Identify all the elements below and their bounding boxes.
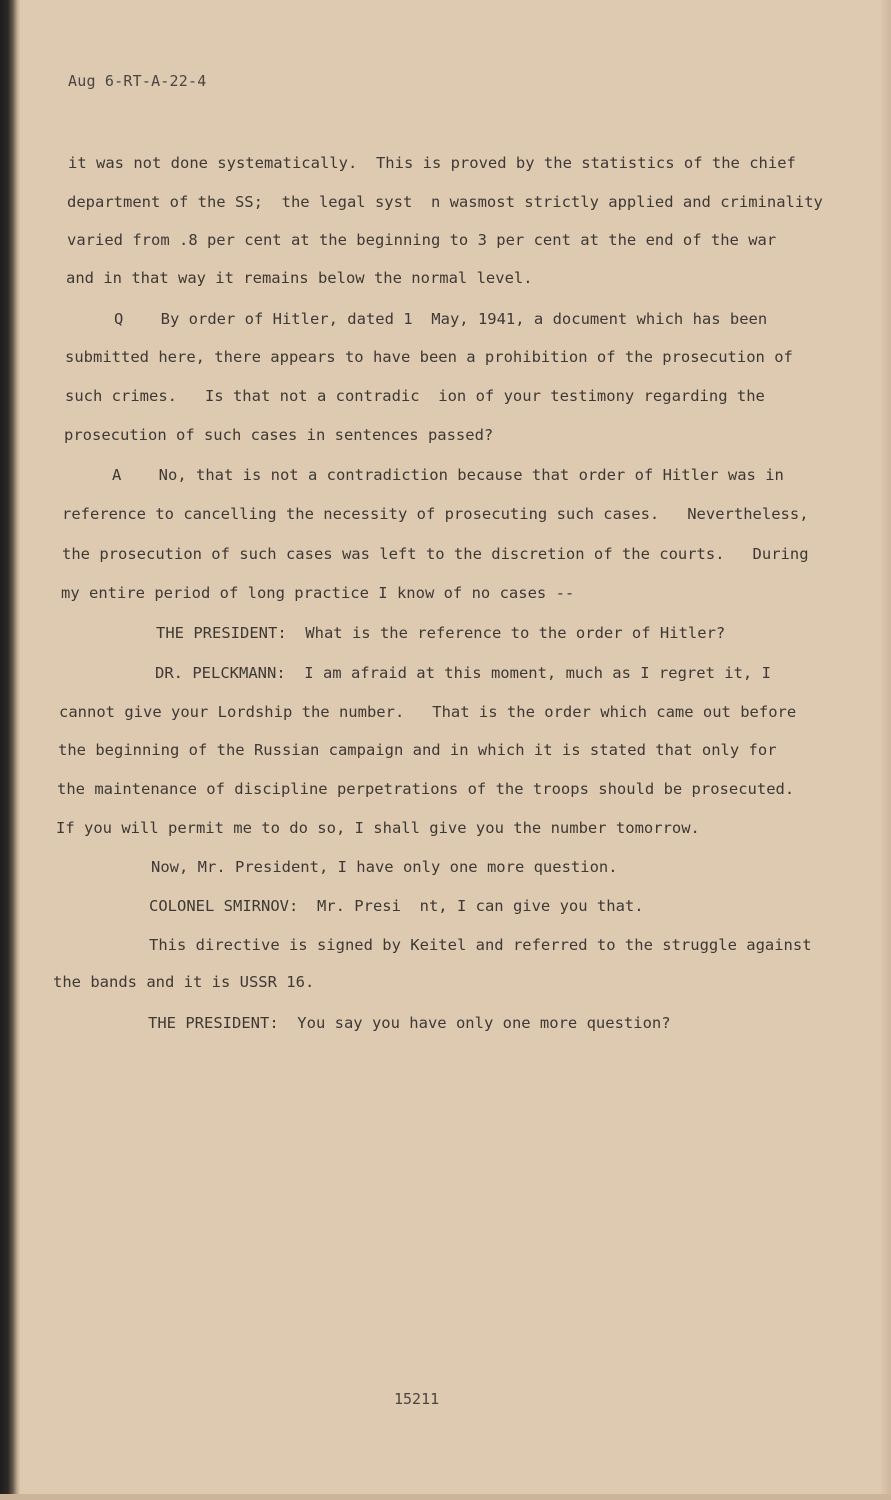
text-line: my entire period of long practice I know of no cases -- (61, 584, 575, 602)
text-line: prosecution of such cases in sentences passed? (64, 426, 494, 444)
text-line: This directive is signed by Keitel and referred to the struggle against (149, 936, 812, 954)
text-line: Now, Mr. President, I have only one more question. (151, 858, 618, 876)
text-line: the prosecution of such cases was left to the discretion of the courts. During (62, 545, 809, 563)
document-header: Aug 6-RT-A-22-4 (68, 72, 207, 90)
speaker-line: THE PRESIDENT: You say you have only one more question? (148, 1014, 671, 1032)
text-line: and in that way it remains below the normal level. (66, 269, 533, 287)
text-line: such crimes. Is that not a contradic ion of your testimony regarding the (65, 387, 765, 405)
text-line: cannot give your Lordship the number. That is the order which came out before (59, 703, 797, 721)
right-margin-shadow (881, 0, 891, 1500)
text-line: it was not done systematically. This is proved by the statistics of the chief (68, 154, 796, 172)
text-line: A No, that is not a contradiction because that order of Hitler was in (112, 466, 784, 484)
page-number: 15211 (394, 1390, 440, 1408)
text-line: the bands and it is USSR 16. (53, 973, 315, 991)
text-line: Q By order of Hitler, dated 1 May, 1941, a document which has been (114, 310, 768, 328)
bottom-margin-shadow (0, 1494, 891, 1500)
text-line: varied from .8 per cent at the beginning to 3 per cent at the end of the war (67, 231, 777, 249)
text-line: department of the SS; the legal syst n wasmost strictly applied and criminality (67, 193, 823, 211)
torn-left-margin (0, 0, 20, 1500)
text-line: submitted here, there appears to have been a prohibition of the prosecution of (65, 348, 793, 366)
speaker-line: DR. PELCKMANN: I am afraid at this moment, much as I regret it, I (155, 664, 771, 682)
text-line: the maintenance of discipline perpetrations of the troops should be prosecuted. (57, 780, 795, 798)
text-line: the beginning of the Russian campaign and in which it is stated that only for (58, 741, 777, 759)
text-line: If you will permit me to do so, I shall give you the number tomorrow. (56, 819, 700, 837)
speaker-line: COLONEL SMIRNOV: Mr. Presi nt, I can give you that. (149, 897, 644, 915)
speaker-line: THE PRESIDENT: What is the reference to the order of Hitler? (156, 624, 726, 642)
text-line: reference to cancelling the necessity of prosecuting such cases. Nevertheless, (62, 505, 809, 523)
